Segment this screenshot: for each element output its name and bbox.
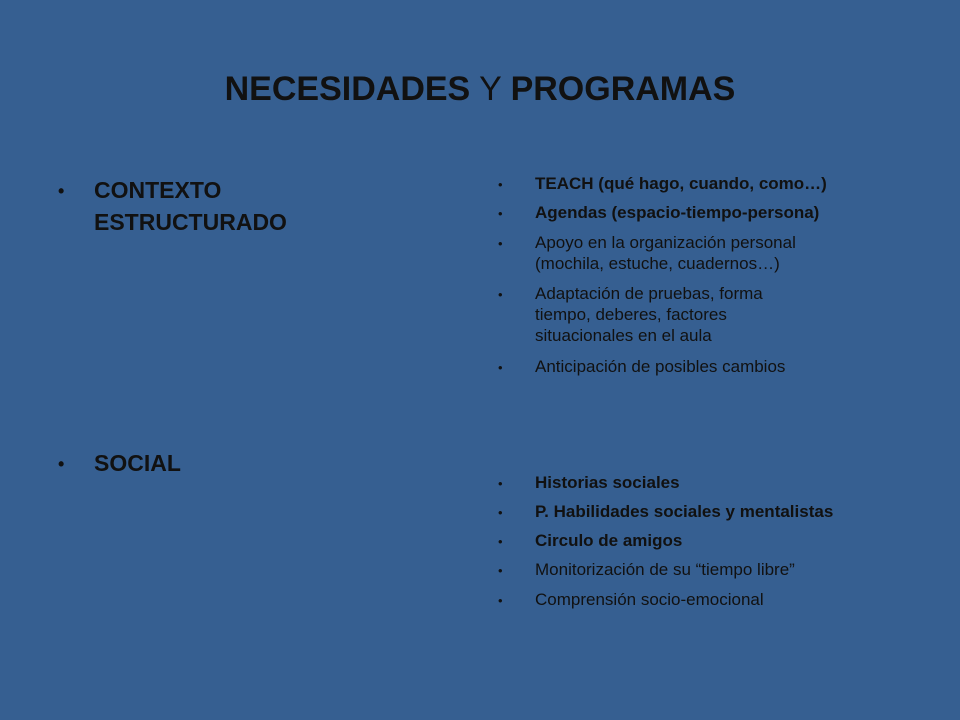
bullet-icon: • — [498, 593, 503, 608]
program-label: P. Habilidades sociales y mentalistas — [535, 502, 834, 521]
program-label-line: Apoyo en la organización personal — [535, 233, 796, 252]
need-label — [94, 174, 354, 238]
need-label-line: ESTRUCTURADO — [94, 209, 287, 235]
program-label — [535, 232, 925, 274]
programs-list — [498, 0, 948, 720]
bullet-icon: • — [498, 476, 503, 491]
bullet-icon: • — [498, 287, 503, 302]
title-part-necesidades: NECESIDADES — [224, 70, 471, 108]
program-label-line: Adaptación de pruebas, forma — [535, 284, 763, 303]
need-label — [94, 447, 354, 479]
program-label: Circulo de amigos — [535, 531, 683, 550]
program-label: Monitorización de su “tiempo libre” — [535, 560, 795, 579]
program-label — [535, 283, 925, 346]
program-label: Comprensión socio-emocional — [535, 590, 764, 609]
program-label: Historias sociales — [535, 473, 680, 492]
bullet-icon: • — [58, 181, 65, 201]
bullet-icon: • — [498, 563, 503, 578]
bullet-icon: • — [498, 505, 503, 520]
program-label-line: tiempo, deberes, factores — [535, 305, 727, 324]
bullet-icon: • — [498, 206, 503, 221]
program-label-line: (mochila, estuche, cuadernos…) — [535, 254, 780, 273]
bullet-icon: • — [498, 177, 503, 192]
bullet-icon: • — [498, 236, 503, 251]
needs-list — [58, 0, 358, 720]
bullet-icon: • — [498, 534, 503, 549]
title-part-programas: PROGRAMAS — [510, 70, 736, 108]
need-label-line: CONTEXTO — [94, 177, 222, 203]
bullet-icon: • — [58, 454, 65, 474]
title-part-y: Y — [470, 70, 511, 108]
bullet-icon: • — [498, 360, 503, 375]
program-label-line: situacionales en el aula — [535, 326, 712, 345]
program-label: TEACH (qué hago, cuando, como…) — [535, 174, 827, 193]
need-label-line: SOCIAL — [94, 450, 181, 476]
program-label: Anticipación de posibles cambios — [535, 357, 786, 376]
program-label: Agendas (espacio-tiempo-persona) — [535, 203, 820, 222]
